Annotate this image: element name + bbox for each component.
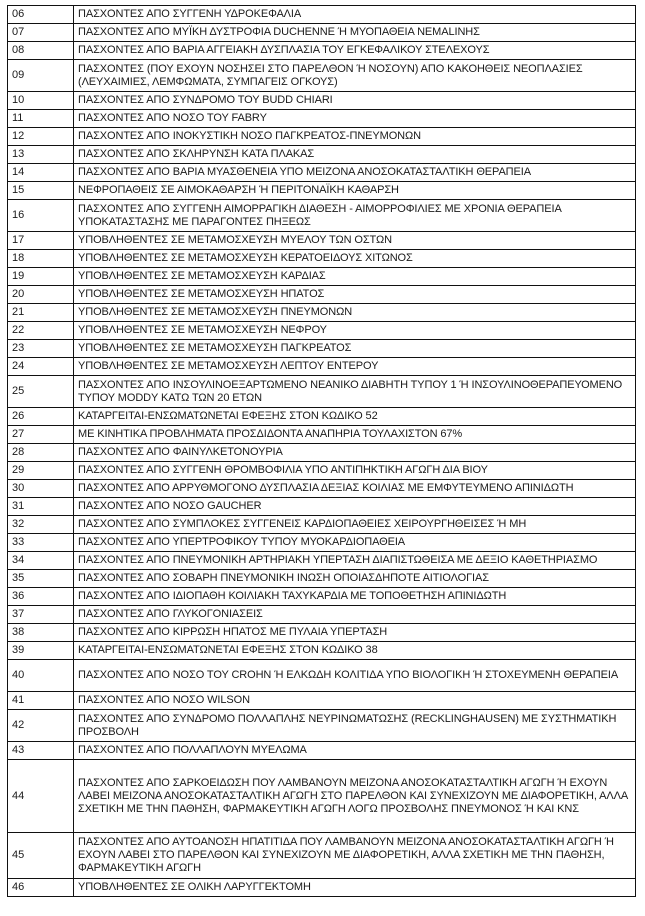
row-code: 37	[8, 606, 74, 624]
table-row	[8, 552, 636, 570]
row-description: ΥΠΟΒΛΗΘΕΝΤΕΣ ΣΕ ΜΕΤΑΜΟΣΧΕΥΣΗ ΝΕΦΡΟΥ	[74, 322, 636, 340]
row-description: ΠΑΣΧΟΝΤΕΣ ΑΠΟ ΙΝΣΟΥΛΙΝΟΕΞΑΡΤΩΜΕΝΟ ΝΕΑΝΙΚΟ ΔΙΑΒΗΤΗ ΤΥΠΟΥ 1 Ή ΙΝΣΟΥΛΙΝΟΘΕΡΑΠΕΥΟΜΕΝΟ ΤΥΠΟΥ MODDY ΚΑΤΩ ΤΩΝ 20 ΕΤΩΝ	[74, 376, 636, 408]
table-row	[8, 200, 636, 232]
row-code: 09	[8, 60, 74, 92]
table-row	[8, 879, 636, 897]
table-row	[8, 340, 636, 358]
row-code: 19	[8, 268, 74, 286]
row-description: ΠΑΣΧΟΝΤΕΣ ΑΠΟ ΥΠΕΡΤΡΟΦΙΚΟΥ ΤΥΠΟΥ ΜΥΟΚΑΡΔΙΟΠΑΘΕΙΑ	[74, 534, 636, 552]
row-description: ΠΑΣΧΟΝΤΕΣ ΑΠΟ ΒΑΡΙΑ ΑΓΓΕΙΑΚΗ ΔΥΣΠΛΑΣΙΑ ΤΟΥ ΕΓΚΕΦΑΛΙΚΟΥ ΣΤΕΛΕΧΟΥΣ	[74, 42, 636, 60]
table-row	[8, 498, 636, 516]
table-row	[8, 182, 636, 200]
row-description: ΠΑΣΧΟΝΤΕΣ ΑΠΟ ΓΛΥΚΟΓΟΝΙΑΣΕΙΣ	[74, 606, 636, 624]
row-description: ΚΑΤΑΡΓΕΙΤΑΙ-ΕΝΣΩΜΑΤΩΝΕΤΑΙ ΕΦΕΞΗΣ ΣΤΟΝ ΚΩΔΙΚΟ 38	[74, 642, 636, 660]
row-code: 44	[8, 760, 74, 833]
table-row	[8, 6, 636, 24]
row-code: 24	[8, 358, 74, 376]
table-row	[8, 534, 636, 552]
row-code: 22	[8, 322, 74, 340]
row-code: 18	[8, 250, 74, 268]
table-row	[8, 426, 636, 444]
row-description: ΠΑΣΧΟΝΤΕΣ ΑΠΟ ΣΥΓΓΕΝΗ ΑΙΜΟΡΡΑΓΙΚΗ ΔΙΑΘΕΣΗ - ΑΙΜΟΡΡΟΦΙΛΙΕΣ ΜΕ ΧΡΟΝΙΑ ΘΕΡΑΠΕΙΑ ΥΠΟΚΑΤΑΣΤΑΣΗΣ ΜΕ ΠΑΡΑΓΟΝΤΕΣ ΠΗΞΕΩΣ	[74, 200, 636, 232]
row-description: ΠΑΣΧΟΝΤΕΣ ΑΠΟ ΣΥΓΓΕΝΗ ΥΔΡΟΚΕΦΑΛΙΑ	[74, 6, 636, 24]
row-code: 25	[8, 376, 74, 408]
row-code: 41	[8, 692, 74, 710]
table-row	[8, 164, 636, 182]
table-row	[8, 304, 636, 322]
row-code: 30	[8, 480, 74, 498]
table-row	[8, 606, 636, 624]
row-description: ΠΑΣΧΟΝΤΕΣ ΑΠΟ ΦΑΙΝΥΛΚΕΤΟΝΟΥΡΙΑ	[74, 444, 636, 462]
row-description: ΥΠΟΒΛΗΘΕΝΤΕΣ ΣΕ ΜΕΤΑΜΟΣΧΕΥΣΗ ΛΕΠΤΟΥ ΕΝΤΕΡΟΥ	[74, 358, 636, 376]
table-row	[8, 642, 636, 660]
table-row	[8, 110, 636, 128]
table-row	[8, 250, 636, 268]
row-description: ΥΠΟΒΛΗΘΕΝΤΕΣ ΣΕ ΜΕΤΑΜΟΣΧΕΥΣΗ ΜΥΕΛΟΥ ΤΩΝ ΟΣΤΩΝ	[74, 232, 636, 250]
row-code: 06	[8, 6, 74, 24]
row-description: ΠΑΣΧΟΝΤΕΣ ΑΠΟ ΝΟΣΟ WILSON	[74, 692, 636, 710]
row-code: 14	[8, 164, 74, 182]
row-code: 36	[8, 588, 74, 606]
row-description: ΥΠΟΒΛΗΘΕΝΤΕΣ ΣΕ ΜΕΤΑΜΟΣΧΕΥΣΗ ΚΑΡΔΙΑΣ	[74, 268, 636, 286]
row-code: 23	[8, 340, 74, 358]
table-row	[8, 268, 636, 286]
table-row	[8, 588, 636, 606]
row-description: ΠΑΣΧΟΝΤΕΣ ΑΠΟ ΑΥΤΟΑΝΟΣΗ ΗΠΑΤΙΤΙΔΑ ΠΟΥ ΛΑΜΒΑΝΟΥΝ ΜΕΙΖΟΝΑ ΑΝΟΣΟΚΑΤΑΣΤΑΛΤΙΚΗ ΑΓΩΓΗ Ή ΕΧΟΥΝ ΛΑΒΕΙ ΣΤΟ ΠΑΡΕΛΘΟΝ ΚΑΙ ΣΥΝΕΧΙΖΟΥΝ ΜΕ ΔΙΑΦΟΡΕΤΙΚΗ, ΑΛΛΑ ΣΧΕΤΙΚΗ ΜΕ ΤΗΝ ΠΑΘΗΣΗ, ΦΑΡΜΑΚΕΥΤΙΚΗ ΑΓΩΓΗ	[74, 833, 636, 879]
table-row	[8, 760, 636, 833]
conditions-table-body	[8, 6, 636, 897]
row-code: 29	[8, 462, 74, 480]
row-description: ΥΠΟΒΛΗΘΕΝΤΕΣ ΣΕ ΜΕΤΑΜΟΣΧΕΥΣΗ ΠΑΓΚΡΕΑΤΟΣ	[74, 340, 636, 358]
row-description: ΠΑΣΧΟΝΤΕΣ (ΠΟΥ ΕΧΟΥΝ ΝΟΣΗΣΕΙ ΣΤΟ ΠΑΡΕΛΘΟΝ Ή ΝΟΣΟΥΝ) ΑΠΟ ΚΑΚΟΗΘΕΙΣ ΝΕΟΠΛΑΣΙΕΣ (ΛΕΥΧΑΙΜΙΕΣ, ΛΕΜΦΩΜΑΤΑ, ΣΥΜΠΑΓΕΙΣ ΟΓΚΟΥΣ)	[74, 60, 636, 92]
row-description: ΥΠΟΒΛΗΘΕΝΤΕΣ ΣΕ ΜΕΤΑΜΟΣΧΕΥΣΗ ΠΝΕΥΜΟΝΩΝ	[74, 304, 636, 322]
row-description: ΠΑΣΧΟΝΤΕΣ ΑΠΟ ΣΥΜΠΛΟΚΕΣ ΣΥΓΓΕΝΕΙΣ ΚΑΡΔΙΟΠΑΘΕΙΕΣ ΧΕΙΡΟΥΡΓΗΘΕΙΣΕΣ Ή ΜΗ	[74, 516, 636, 534]
row-description: ΠΑΣΧΟΝΤΕΣ ΑΠΟ ΠΝΕΥΜΟΝΙΚΗ ΑΡΤΗΡΙΑΚΗ ΥΠΕΡΤΑΣΗ ΔΙΑΠΙΣΤΩΘΕΙΣΑ ΜΕ ΔΕΞΙΟ ΚΑΘΕΤΗΡΙΑΣΜΟ	[74, 552, 636, 570]
table-row	[8, 358, 636, 376]
row-code: 21	[8, 304, 74, 322]
row-code: 34	[8, 552, 74, 570]
row-code: 15	[8, 182, 74, 200]
row-code: 12	[8, 128, 74, 146]
row-code: 38	[8, 624, 74, 642]
table-row	[8, 624, 636, 642]
row-description: ΠΑΣΧΟΝΤΕΣ ΑΠΟ ΒΑΡΙΑ ΜΥΑΣΘΕΝΕΙΑ ΥΠΟ ΜΕΙΖΟΝΑ ΑΝΟΣΟΚΑΤΑΣΤΑΛΤΙΚΗ ΘΕΡΑΠΕΙΑ	[74, 164, 636, 182]
row-description: ΚΑΤΑΡΓΕΙΤΑΙ-ΕΝΣΩΜΑΤΩΝΕΤΑΙ ΕΦΕΞΗΣ ΣΤΟΝ ΚΩΔΙΚΟ 52	[74, 408, 636, 426]
row-code: 28	[8, 444, 74, 462]
table-row	[8, 692, 636, 710]
row-description: ΥΠΟΒΛΗΘΕΝΤΕΣ ΣΕ ΟΛΙΚΗ ΛΑΡΥΓΓΕΚΤΟΜΗ	[74, 879, 636, 897]
table-row	[8, 146, 636, 164]
row-code: 27	[8, 426, 74, 444]
table-row	[8, 660, 636, 692]
table-row	[8, 232, 636, 250]
row-description: ΥΠΟΒΛΗΘΕΝΤΕΣ ΣΕ ΜΕΤΑΜΟΣΧΕΥΣΗ ΚΕΡΑΤΟΕΙΔΟΥΣ ΧΙΤΩΝΟΣ	[74, 250, 636, 268]
row-description: ΠΑΣΧΟΝΤΕΣ ΑΠΟ ΙΔΙΟΠΑΘΗ ΚΟΙΛΙΑΚΗ ΤΑΧΥΚΑΡΔΙΑ ΜΕ ΤΟΠΟΘΕΤΗΣΗ ΑΠΙΝΙΔΩΤΗ	[74, 588, 636, 606]
table-row	[8, 710, 636, 742]
row-code: 33	[8, 534, 74, 552]
row-description: ΠΑΣΧΟΝΤΕΣ ΑΠΟ ΝΟΣΟ ΤΟΥ FABRY	[74, 110, 636, 128]
table-row	[8, 24, 636, 42]
row-description: ΠΑΣΧΟΝΤΕΣ ΑΠΟ ΠΟΛΛΑΠΛΟΥΝ ΜΥΕΛΩΜΑ	[74, 742, 636, 760]
row-code: 40	[8, 660, 74, 692]
table-row	[8, 128, 636, 146]
table-row	[8, 92, 636, 110]
row-code: 46	[8, 879, 74, 897]
table-row	[8, 286, 636, 304]
row-description: ΠΑΣΧΟΝΤΕΣ ΑΠΟ ΚΙΡΡΩΣΗ ΗΠΑΤΟΣ ΜΕ ΠΥΛΑΙΑ ΥΠΕΡΤΑΣΗ	[74, 624, 636, 642]
row-code: 11	[8, 110, 74, 128]
row-code: 32	[8, 516, 74, 534]
row-code: 42	[8, 710, 74, 742]
table-row	[8, 480, 636, 498]
row-description: ΠΑΣΧΟΝΤΕΣ ΑΠΟ ΝΟΣΟ GAUCHER	[74, 498, 636, 516]
row-code: 45	[8, 833, 74, 879]
table-row	[8, 516, 636, 534]
table-row	[8, 60, 636, 92]
row-code: 35	[8, 570, 74, 588]
table-row	[8, 322, 636, 340]
row-code: 31	[8, 498, 74, 516]
row-code: 26	[8, 408, 74, 426]
row-description: ΜΕ ΚΙΝΗΤΙΚΑ ΠΡΟΒΛΗΜΑΤΑ ΠΡΟΣΔΙΔΟΝΤΑ ΑΝΑΠΗΡΙΑ ΤΟΥΛΑΧΙΣΤΟΝ 67%	[74, 426, 636, 444]
row-description: ΠΑΣΧΟΝΤΕΣ ΑΠΟ ΙΝΟΚΥΣΤΙΚΗ ΝΟΣΟ ΠΑΓΚΡΕΑΤΟΣ-ΠΝΕΥΜΟΝΩΝ	[74, 128, 636, 146]
row-code: 10	[8, 92, 74, 110]
row-description: ΝΕΦΡΟΠΑΘΕΙΣ ΣΕ ΑΙΜΟΚΑΘΑΡΣΗ Ή ΠΕΡΙΤΟΝΑΪΚΗ ΚΑΘΑΡΣΗ	[74, 182, 636, 200]
conditions-table	[7, 5, 636, 897]
table-row	[8, 462, 636, 480]
table-row	[8, 833, 636, 879]
row-description: ΠΑΣΧΟΝΤΕΣ ΑΠΟ ΣΑΡΚΟΕΙΔΩΣΗ ΠΟΥ ΛΑΜΒΑΝΟΥΝ ΜΕΙΖΟΝΑ ΑΝΟΣΟΚΑΤΑΣΤΑΛΤΙΚΗ ΑΓΩΓΗ Ή ΕΧΟΥΝ ΛΑΒΕΙ ΜΕΙΖΟΝΑ ΑΝΟΣΟΚΑΤΑΣΤΑΛΤΙΚΗ ΑΓΩΓΗ ΣΤΟ ΠΑΡΕΛΘΟΝ ΚΑΙ ΣΥΝΕΧΙΖΟΥΝ ΜΕ ΔΙΑΦΟΡΕΤΙΚΗ, ΑΛΛΑ ΣΧΕΤΙΚΗ ΜΕ ΤΗΝ ΠΑΘΗΣΗ, ΦΑΡΜΑΚΕΥΤΙΚΗ ΑΓΩΓΗ ΛΟΓΩ ΠΡΟΣΒΟΛΗΣ ΠΝΕΥΜΟΝΟΣ Ή ΚΑΙ ΚΝΣ	[74, 760, 636, 833]
row-description: ΠΑΣΧΟΝΤΕΣ ΑΠΟ ΣΥΝΔΡΟΜΟ ΠΟΛΛΑΠΛΗΣ ΝΕΥΡΙΝΩΜΑΤΩΣΗΣ (RECKLINGHAUSEN) ΜΕ ΣΥΣΤΗΜΑΤΙΚΗ ΠΡΟΣΒΟΛΗ	[74, 710, 636, 742]
row-code: 43	[8, 742, 74, 760]
row-code: 08	[8, 42, 74, 60]
row-description: ΠΑΣΧΟΝΤΕΣ ΑΠΟ ΝΟΣΟ ΤΟΥ CROHN Ή ΕΛΚΩΔΗ ΚΟΛΙΤΙΔΑ ΥΠΟ ΒΙΟΛΟΓΙΚΗ Ή ΣΤΟΧΕΥΜΕΝΗ ΘΕΡΑΠΕΙΑ	[74, 660, 636, 692]
table-row	[8, 742, 636, 760]
row-code: 13	[8, 146, 74, 164]
row-description: ΠΑΣΧΟΝΤΕΣ ΑΠΟ ΣΥΝΔΡΟΜΟ ΤΟΥ BUDD CHIARI	[74, 92, 636, 110]
row-description: ΠΑΣΧΟΝΤΕΣ ΑΠΟ ΣΟΒΑΡΗ ΠΝΕΥΜΟΝΙΚΗ ΙΝΩΣΗ ΟΠΟΙΑΣΔΗΠΟΤΕ ΑΙΤΙΟΛΟΓΙΑΣ	[74, 570, 636, 588]
row-code: 16	[8, 200, 74, 232]
table-row	[8, 570, 636, 588]
row-description: ΠΑΣΧΟΝΤΕΣ ΑΠΟ ΣΥΓΓΕΝΗ ΘΡΟΜΒΟΦΙΛΙΑ ΥΠΟ ΑΝΤΙΠΗΚΤΙΚΗ ΑΓΩΓΗ ΔΙΑ ΒΙΟΥ	[74, 462, 636, 480]
row-code: 39	[8, 642, 74, 660]
row-code: 17	[8, 232, 74, 250]
row-description: ΠΑΣΧΟΝΤΕΣ ΑΠΟ ΣΚΛΗΡΥΝΣΗ ΚΑΤΑ ΠΛΑΚΑΣ	[74, 146, 636, 164]
table-row	[8, 444, 636, 462]
row-description: ΥΠΟΒΛΗΘΕΝΤΕΣ ΣΕ ΜΕΤΑΜΟΣΧΕΥΣΗ ΗΠΑΤΟΣ	[74, 286, 636, 304]
row-code: 20	[8, 286, 74, 304]
table-row	[8, 376, 636, 408]
row-code: 07	[8, 24, 74, 42]
row-description: ΠΑΣΧΟΝΤΕΣ ΑΠΟ ΑΡΡΥΘΜΟΓΟΝΟ ΔΥΣΠΛΑΣΙΑ ΔΕΞΙΑΣ ΚΟΙΛΙΑΣ ΜΕ ΕΜΦΥΤΕΥΜΕΝΟ ΑΠΙΝΙΔΩΤΗ	[74, 480, 636, 498]
table-row	[8, 42, 636, 60]
table-row	[8, 408, 636, 426]
row-description: ΠΑΣΧΟΝΤΕΣ ΑΠΟ ΜΥΪΚΗ ΔΥΣΤΡΟΦΙΑ DUCHENNE Ή ΜΥΟΠΑΘΕΙΑ ΝΕΜΑLINHΣ	[74, 24, 636, 42]
